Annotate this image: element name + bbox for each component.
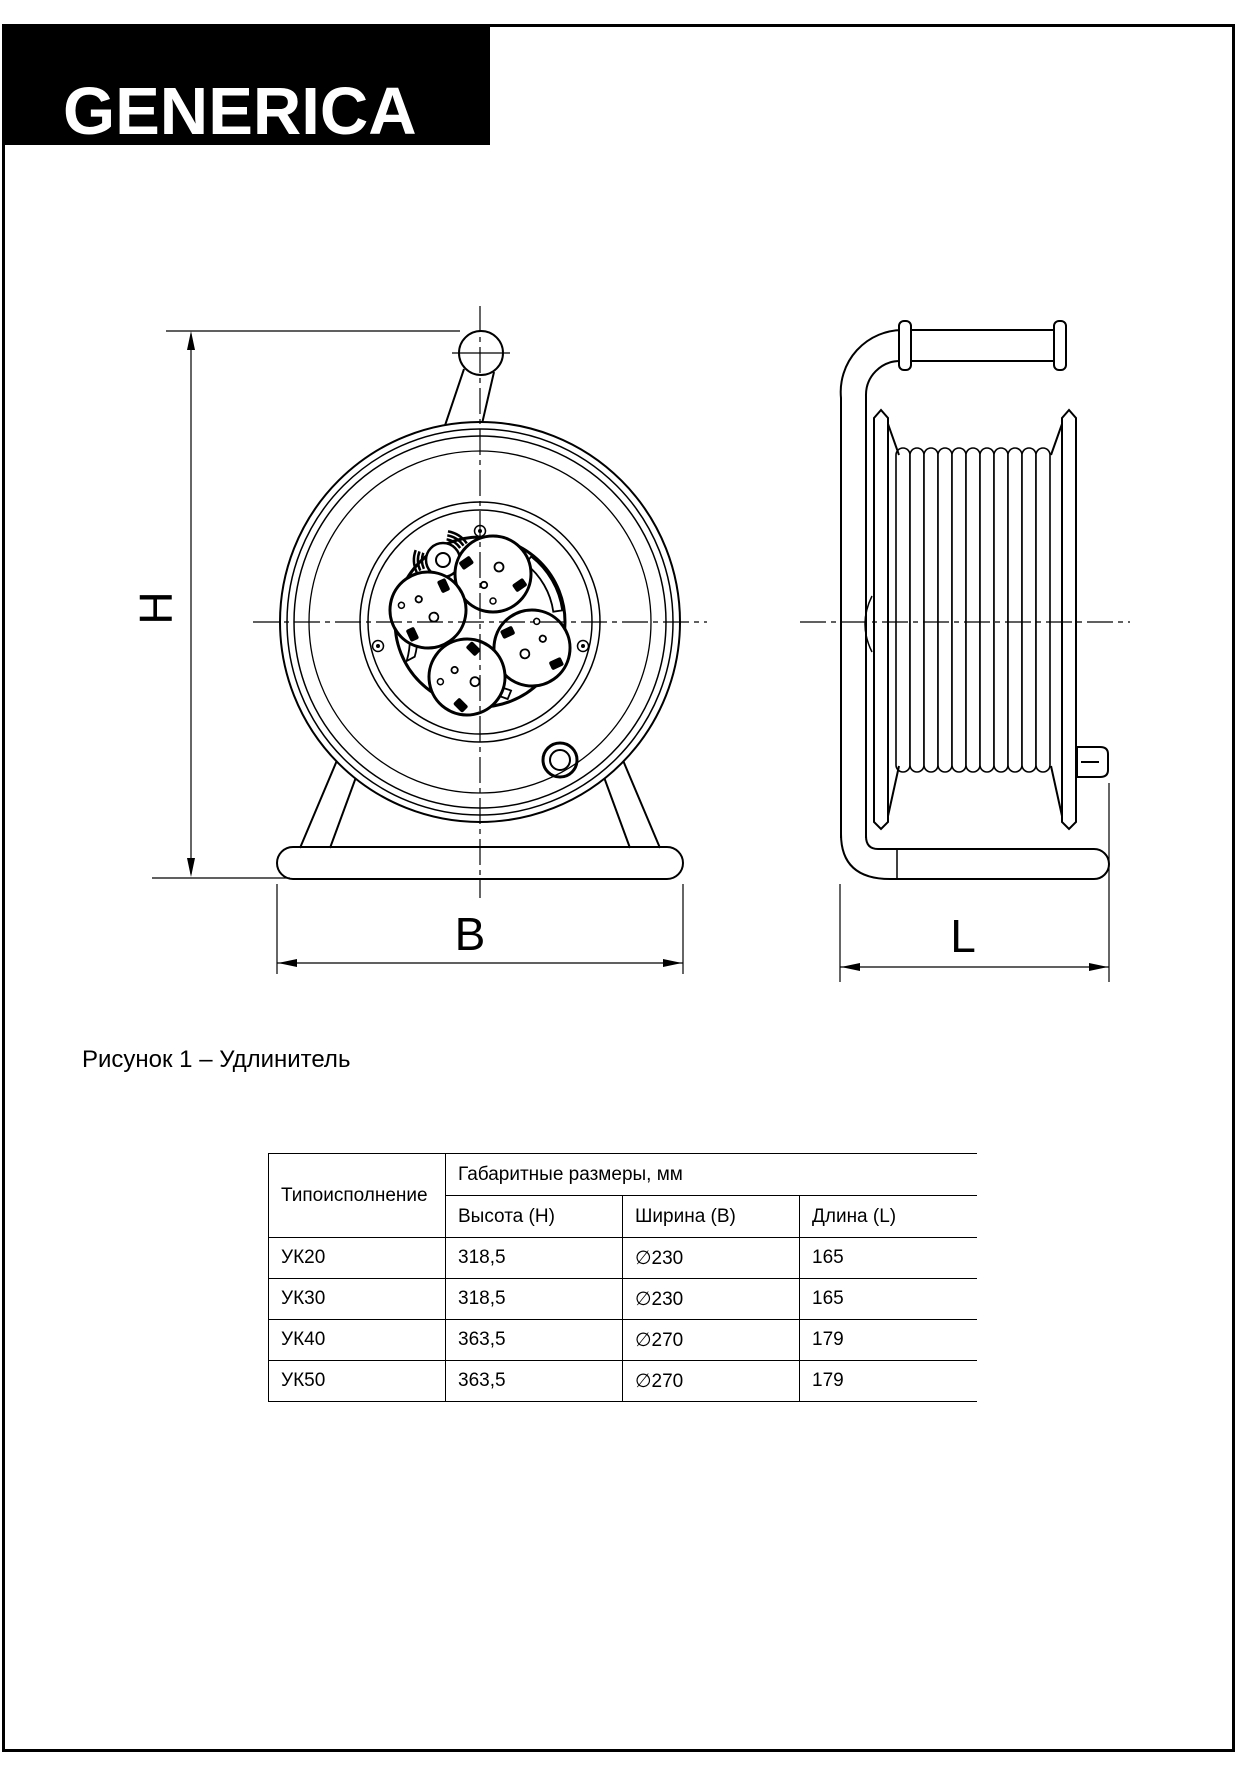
cell-length: 179 — [800, 1361, 977, 1402]
carry-handle — [899, 321, 1066, 370]
table-row — [269, 1238, 977, 1279]
cell-width: ∅230 — [623, 1238, 800, 1279]
socket-top — [455, 536, 531, 612]
cell-length: 165 — [800, 1238, 977, 1279]
dim-label-h: H — [130, 591, 182, 625]
cell-height: 318,5 — [446, 1238, 623, 1279]
col-header-type: Типоисполнение — [269, 1154, 446, 1238]
cell-height: 363,5 — [446, 1361, 623, 1402]
cell-height: 318,5 — [446, 1279, 623, 1320]
cell-type: УК40 — [269, 1320, 446, 1361]
crank-handle — [1077, 747, 1108, 777]
figure-caption: Рисунок 1 – Удлинитель — [82, 1046, 351, 1073]
cell-type: УК30 — [269, 1279, 446, 1320]
cell-type: УК20 — [269, 1238, 446, 1279]
cell-width: ∅270 — [623, 1320, 800, 1361]
cable-coils — [896, 448, 1050, 772]
col-header-height: Высота (H) — [446, 1196, 623, 1238]
cell-height: 363,5 — [446, 1320, 623, 1361]
side-view — [800, 321, 1130, 879]
dimensions-table — [268, 1153, 977, 1402]
table-row — [269, 1361, 977, 1402]
cell-width: ∅230 — [623, 1279, 800, 1320]
dim-label-l: L — [950, 910, 976, 962]
table-row — [269, 1320, 977, 1361]
cell-type: УК50 — [269, 1361, 446, 1402]
dim-label-b: B — [454, 908, 486, 960]
col-header-length: Длина (L) — [800, 1196, 977, 1238]
cell-width: ∅270 — [623, 1361, 800, 1402]
cell-length: 179 — [800, 1320, 977, 1361]
cell-length: 165 — [800, 1279, 977, 1320]
col-header-width: Ширина (B) — [623, 1196, 800, 1238]
col-header-group: Габаритные размеры, мм — [446, 1154, 977, 1196]
brand-logo-text: GENERICA — [63, 74, 417, 149]
table-row — [269, 1279, 977, 1320]
front-view — [253, 306, 707, 898]
